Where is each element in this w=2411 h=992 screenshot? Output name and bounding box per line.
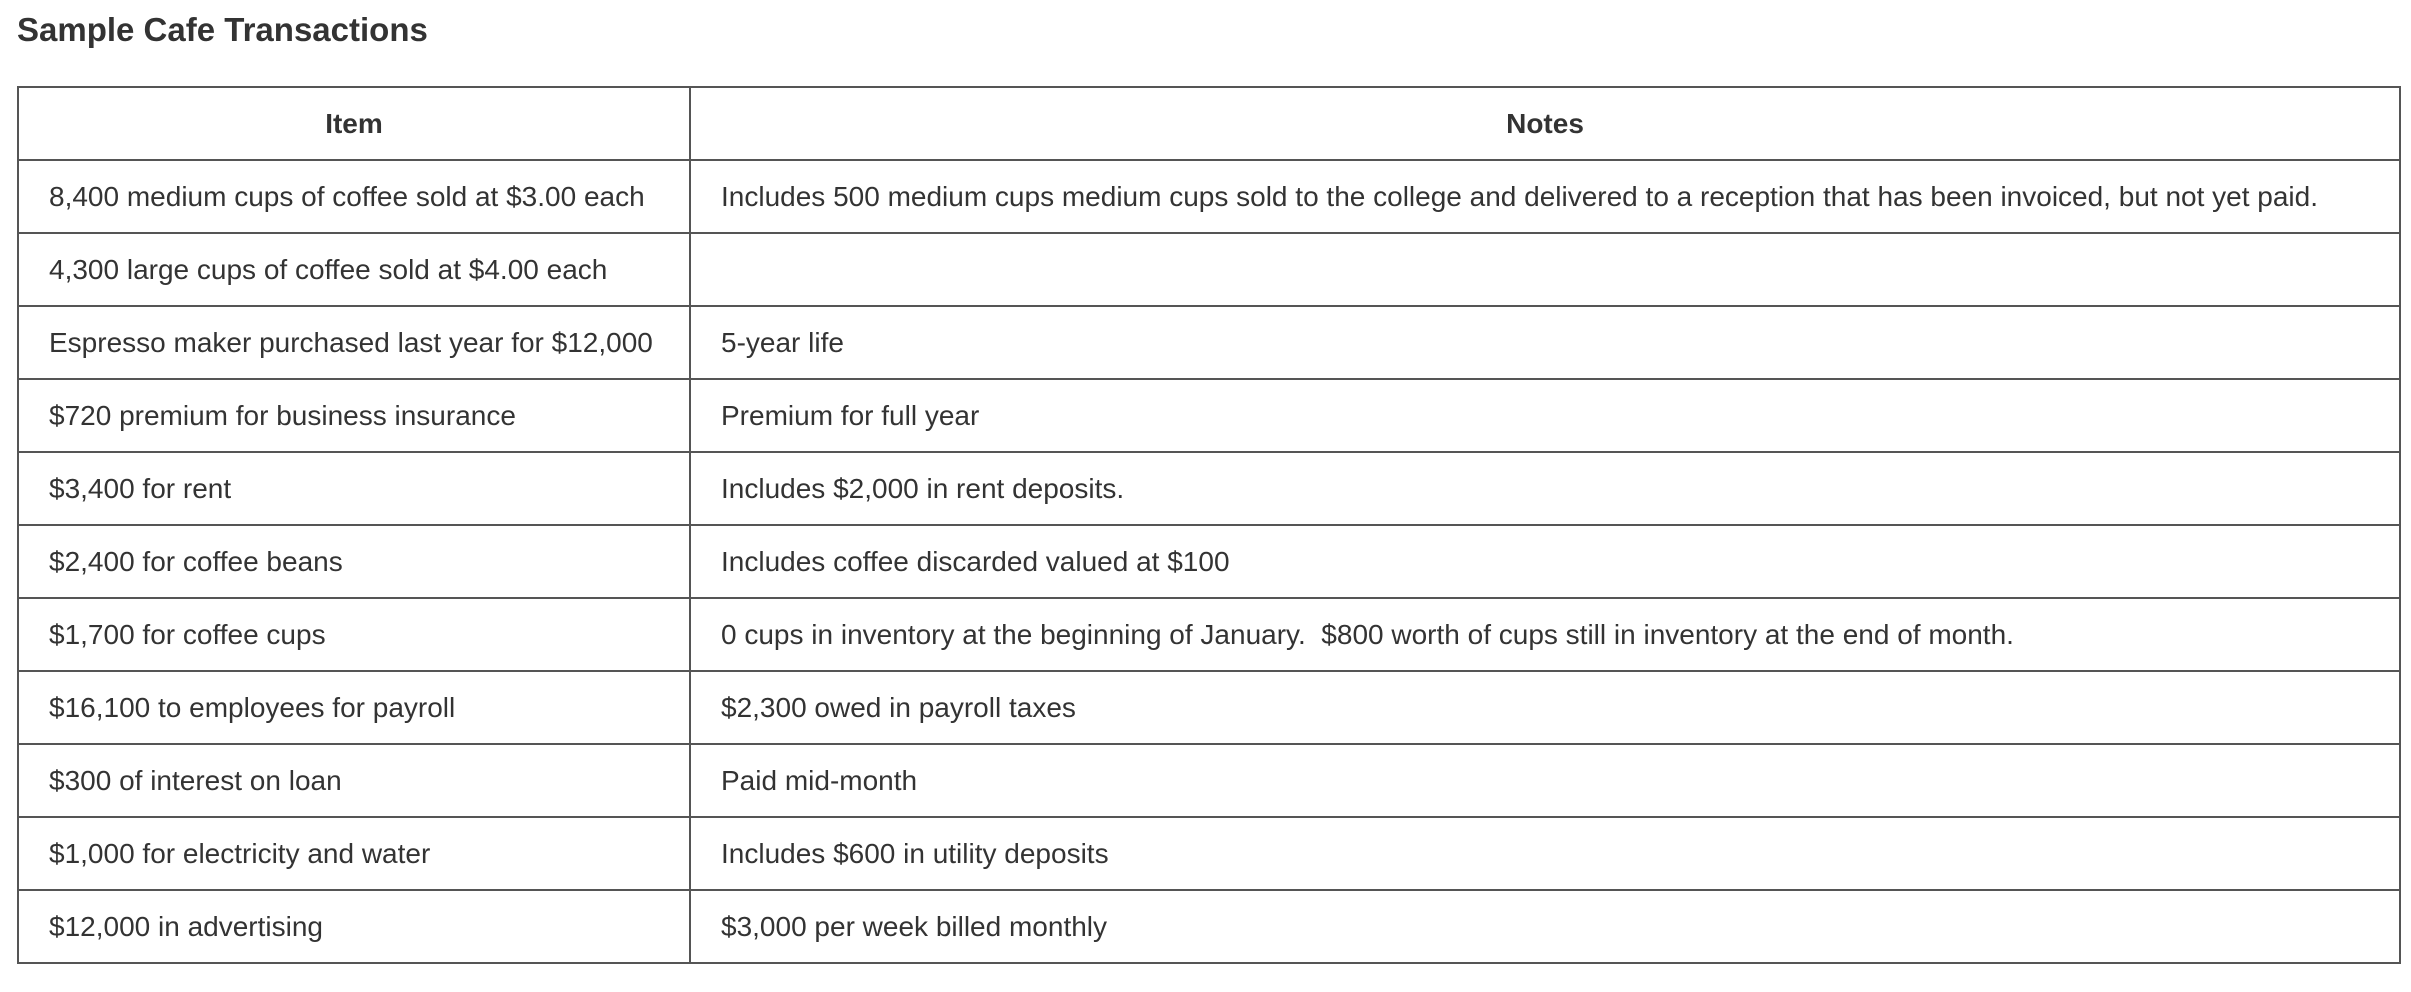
table-row	[18, 233, 2400, 306]
notes-cell: Premium for full year	[690, 379, 2400, 452]
notes-cell: 5-year life	[690, 306, 2400, 379]
table-row	[18, 671, 2400, 744]
table-row	[18, 160, 2400, 233]
item-cell: $720 premium for business insurance	[18, 379, 690, 452]
item-cell: $300 of interest on loan	[18, 744, 690, 817]
notes-cell: Includes $2,000 in rent deposits.	[690, 452, 2400, 525]
table-row	[18, 452, 2400, 525]
item-cell: $2,400 for coffee beans	[18, 525, 690, 598]
table-row	[18, 890, 2400, 963]
table-row	[18, 306, 2400, 379]
table-row	[18, 379, 2400, 452]
item-cell: Espresso maker purchased last year for $12,000	[18, 306, 690, 379]
notes-cell: 0 cups in inventory at the beginning of January. $800 worth of cups still in inventory at the end of month.	[690, 598, 2400, 671]
notes-cell	[690, 233, 2400, 306]
notes-cell: $3,000 per week billed monthly	[690, 890, 2400, 963]
table-row	[18, 817, 2400, 890]
notes-cell: Includes coffee discarded valued at $100	[690, 525, 2400, 598]
notes-cell: $2,300 owed in payroll taxes	[690, 671, 2400, 744]
column-header-item: Item	[18, 87, 690, 160]
table-header-row	[18, 87, 2400, 160]
item-cell: $1,000 for electricity and water	[18, 817, 690, 890]
item-cell: $12,000 in advertising	[18, 890, 690, 963]
column-header-notes: Notes	[690, 87, 2400, 160]
item-cell: 8,400 medium cups of coffee sold at $3.00 each	[18, 160, 690, 233]
table-row	[18, 598, 2400, 671]
item-cell: 4,300 large cups of coffee sold at $4.00 each	[18, 233, 690, 306]
notes-cell: Includes $600 in utility deposits	[690, 817, 2400, 890]
table-row	[18, 525, 2400, 598]
page-title: Sample Cafe Transactions	[17, 11, 428, 48]
transactions-table	[17, 86, 2401, 964]
item-cell: $3,400 for rent	[18, 452, 690, 525]
item-cell: $16,100 to employees for payroll	[18, 671, 690, 744]
notes-cell: Paid mid-month	[690, 744, 2400, 817]
item-cell: $1,700 for coffee cups	[18, 598, 690, 671]
table-row	[18, 744, 2400, 817]
notes-cell: Includes 500 medium cups medium cups sold to the college and delivered to a reception that has been invoiced, but not yet paid.	[690, 160, 2400, 233]
